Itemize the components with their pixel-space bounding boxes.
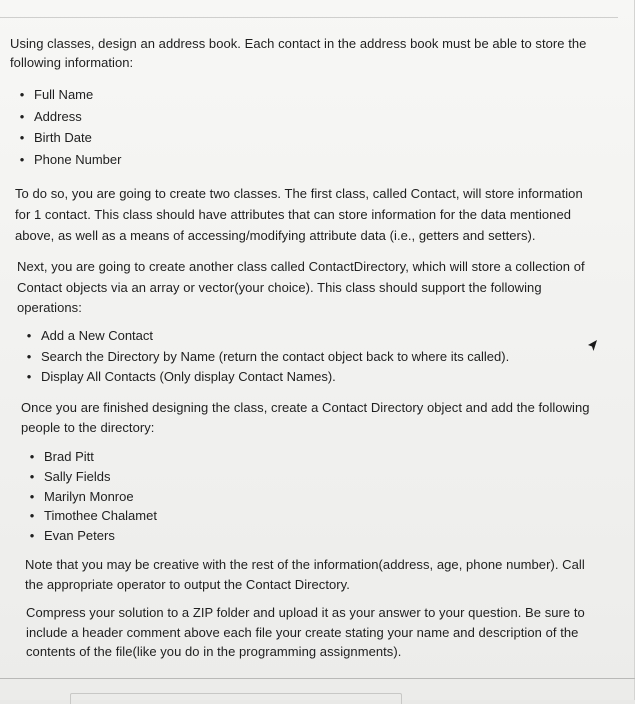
mouse-cursor-icon: [585, 338, 599, 354]
list-item: • Phone Number: [34, 149, 121, 171]
people-list: [29, 447, 157, 546]
bullet-icon: •: [29, 449, 35, 464]
list-item: • Sally Fields: [44, 467, 157, 487]
top-divider: [0, 17, 618, 18]
bullet-icon: •: [29, 508, 35, 524]
bullet-icon: •: [26, 369, 32, 384]
bullet-icon: •: [19, 108, 25, 124]
contact-class-paragraph: To do so, you are going to create two classes. The first class, called Contact, will store information for 1 contact. This class should have attributes that can store information for the data mentioned above, as well as a means of accessing/modifying attribute data (i.e., getters and setters).: [15, 186, 583, 243]
directory-class-paragraph: Next, you are going to create another class called ContactDirectory, which will store a collection of Contact objects via an array or vector(your choice). This class should support the following operations:: [17, 259, 585, 315]
answer-box-edge: [70, 693, 402, 704]
intro-paragraph: [10, 34, 586, 72]
list-item: • Birth Date: [34, 127, 121, 149]
bullet-icon: •: [19, 151, 25, 167]
operations-list: [26, 326, 510, 388]
list-item: • Add a New Contact: [41, 326, 509, 347]
bullet-icon: •: [19, 87, 25, 102]
intro-line-2: following information:: [10, 55, 134, 70]
note-paragraph: Note that you may be creative with the rest of the information(address, age, phone number). Call the appropriate operator to output the Contact Directory.: [25, 557, 585, 592]
bullet-icon: •: [29, 488, 35, 504]
list-item: • Timothee Chalamet: [44, 506, 157, 526]
list-item: • Evan Peters: [44, 526, 157, 546]
bullet-icon: •: [26, 328, 32, 343]
list-item: • Marilyn Monroe: [44, 487, 157, 507]
list-item: • Address: [34, 106, 121, 128]
list-item: • Display All Contacts (Only display Contact Names).: [41, 367, 509, 388]
bullet-icon: •: [19, 130, 25, 145]
list-item: • Search the Directory by Name (return the contact object back to where its called).: [41, 347, 509, 368]
bullet-icon: •: [29, 468, 35, 484]
fields-list: [19, 84, 122, 170]
bottom-divider: [0, 678, 635, 679]
intro-line-1: Using classes, design an address book. Each contact in the address book must be able to store the: [10, 36, 587, 51]
bullet-icon: •: [29, 528, 35, 544]
list-item: • Brad Pitt: [44, 447, 157, 467]
submission-paragraph: Compress your solution to a ZIP folder and upload it as your answer to your question. Be sure to include a header comment above each file your create stating your name and description of the contents of the file(like you do in the programming assignments).: [26, 605, 585, 659]
list-item: • Full Name: [34, 84, 121, 106]
people-paragraph: Once you are finished designing the class, create a Contact Directory object and add the following people to the directory:: [21, 400, 590, 435]
bullet-icon: •: [26, 348, 32, 364]
